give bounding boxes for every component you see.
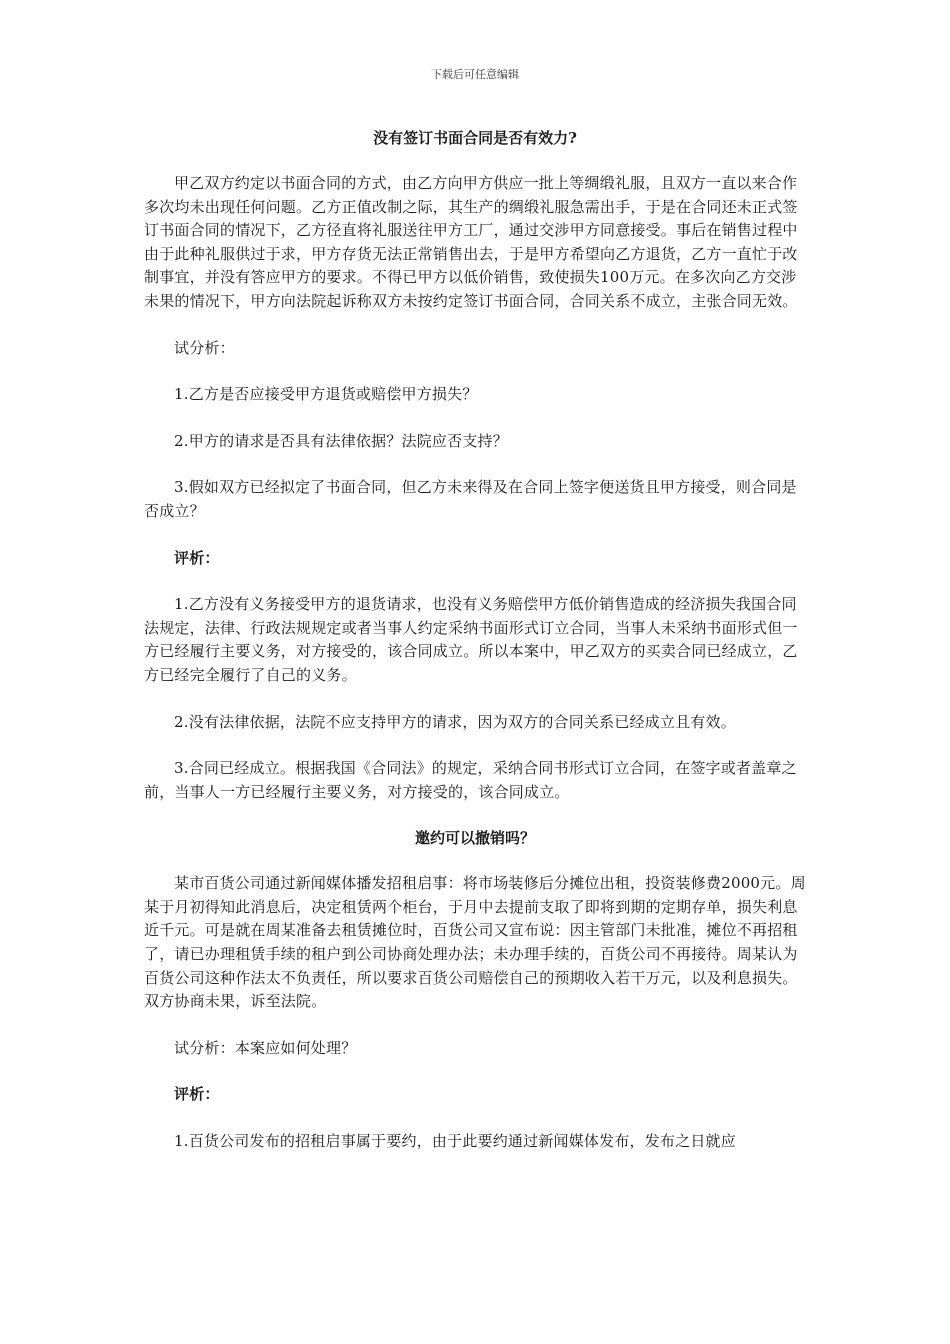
section-1-answer-2: 2.没有法律依据，法院不应支持甲方的请求，因为双方的合同关系已经成立且有效。 [174,712,736,731]
section-2-commentary-label: 评析： [174,1085,220,1104]
section-1-question-1: 1.乙方是否应接受甲方退货或赔偿甲方损失？ [174,385,478,404]
section-2-case-paragraph: 某市百货公司通过新闻媒体播发招租启事：将市场装修后分摊位出租，投资装修费2000元。周某于月初得知此消息后，决定租赁两个柜台，于月中去提前支取了即将到期的定期存单，损失利息近千元。可是就在周某准备去租赁摊位时，百货公司又宣布说：因主管部门未批准，摊位不再招租了，请已办理租赁手续的租户到公司协商处理办法；未办理手续的，百货公司不再接待。周某认为百货公司这种作法太不负责任，所以要求百货公司赔偿自己的预期收入若干万元，以及利息损失。双方协商未果，诉至法院。 [144,874,806,1011]
section-1-commentary-label: 评析： [174,548,220,567]
section-1-answer-3: 3.合同已经成立。根据我国《合同法》的规定，采纳合同书形式订立合同，在签字或者盖章之前，当事人一方已经履行主要义务，对方接受的，该合同成立。 [144,759,797,801]
section-1-answer-1: 1.乙方没有义务接受甲方的退货请求，也没有义务赔偿甲方低价销售造成的经济损失我国合同法规定，法律、行政法规规定或者当事人约定采纳书面形式订立合同，当事人未采纳书面形式但一方已经履行主要义务，对方接受的，该合同成立。所以本案中，甲乙双方的买卖合同已经成立，乙方已经完全履行了自己的义务。 [144,595,798,684]
section-1-case-paragraph: 甲乙双方约定以书面合同的方式，由乙方向甲方供应一批上等绸缎礼服，且双方一直以来合作多次均未出现任何问题。乙方正值改制之际，其生产的绸缎礼服急需出手，于是在合同还未正式签订书面合同的情况下，乙方径直将礼服送往甲方工厂，通过交涉甲方同意接受。事后在销售过程中由于此种礼服供过于求，甲方存货无法正常销售出去，于是甲方希望向乙方退货，乙方一直忙于改制事宜，并没有答应甲方的要求。不得已甲方以低价销售，致使损失100万元。在多次向乙方交涉未果的情况下，甲方向法院起诉称双方未按约定签订书面合同，合同关系不成立，主张合同无效。 [144,174,798,310]
section-1-question-2: 2.甲方的请求是否具有法律依据？法院应否支持？ [174,431,508,450]
section-1-title: 没有签订书面合同是否有效力? [373,129,577,147]
section-2-title: 邀约可以撤销吗？ [414,829,535,848]
section-2-answer-1: 1.百货公司发布的招租启事属于要约，由于此要约通过新闻媒体发布，发布之日就应 [174,1132,736,1151]
header-note: 下载后可任意编辑 [431,68,519,81]
document-body [144,128,806,1154]
section-2-analyze-label: 试分析：本案应如何处理？ [174,1038,357,1057]
section-1-analyze-label: 试分析： [174,338,235,357]
section-1-question-3: 3.假如双方已经拟定了书面合同，但乙方未来得及在合同上签字便送货且甲方接受，则合同是否成立？ [144,478,797,520]
